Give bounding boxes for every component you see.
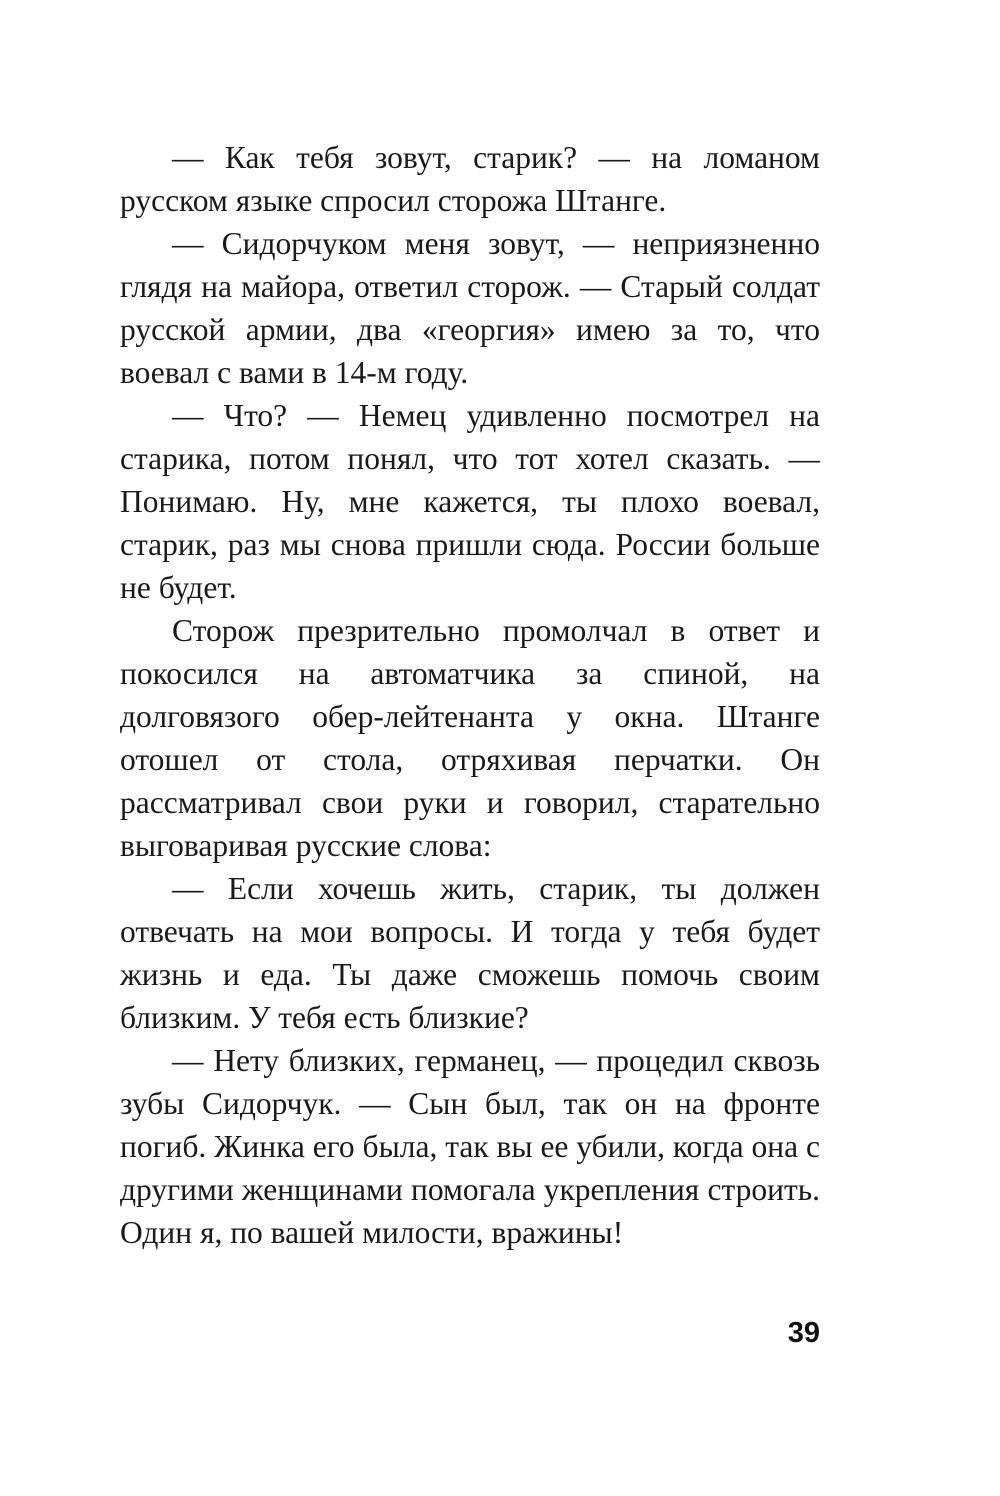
paragraph-2: — Сидорчуком меня зовут, — неприязненно глядя на майора, ответил сторож. — Старый солдат русской армии, два «георгия» имею за то, что воевал с вами в 14-м году.: [120, 226, 820, 390]
paragraph-6: — Нету близких, германец, — процедил сквозь зубы Сидорчук. — Сын был, так он на фронте погиб. Жинка его была, так вы ее убили, когда она с другими женщинами помогала укрепления строить. Один я, по вашей милости, вражины!: [120, 1043, 820, 1250]
paragraph-1: — Как тебя зовут, старик? — на ломаном русском языке спросил сторожа Штанге.: [120, 140, 820, 218]
body-text: [120, 136, 820, 1254]
paragraph-5: — Если хочешь жить, старик, ты должен отвечать на мои вопросы. И тогда у тебя будет жизнь и еда. Ты даже сможешь помочь своим близким. У тебя есть близкие?: [120, 871, 820, 1035]
paragraph-3: — Что? — Немец удивленно посмотрел на старика, потом понял, что тот хотел сказать. — Понимаю. Ну, мне кажется, ты плохо воевал, старик, раз мы снова пришли сюда. России больше не будет.: [120, 398, 820, 605]
page-number: 39: [787, 1317, 820, 1349]
paragraph-4: Сторож презрительно промолчал в ответ и покосился на автоматчика за спиной, на долговязого обер-лейтенанта у окна. Штанге отошел от стола, отряхивая перчатки. Он рассматривал свои руки и говорил, старательно выговаривая русские слова:: [120, 613, 820, 863]
